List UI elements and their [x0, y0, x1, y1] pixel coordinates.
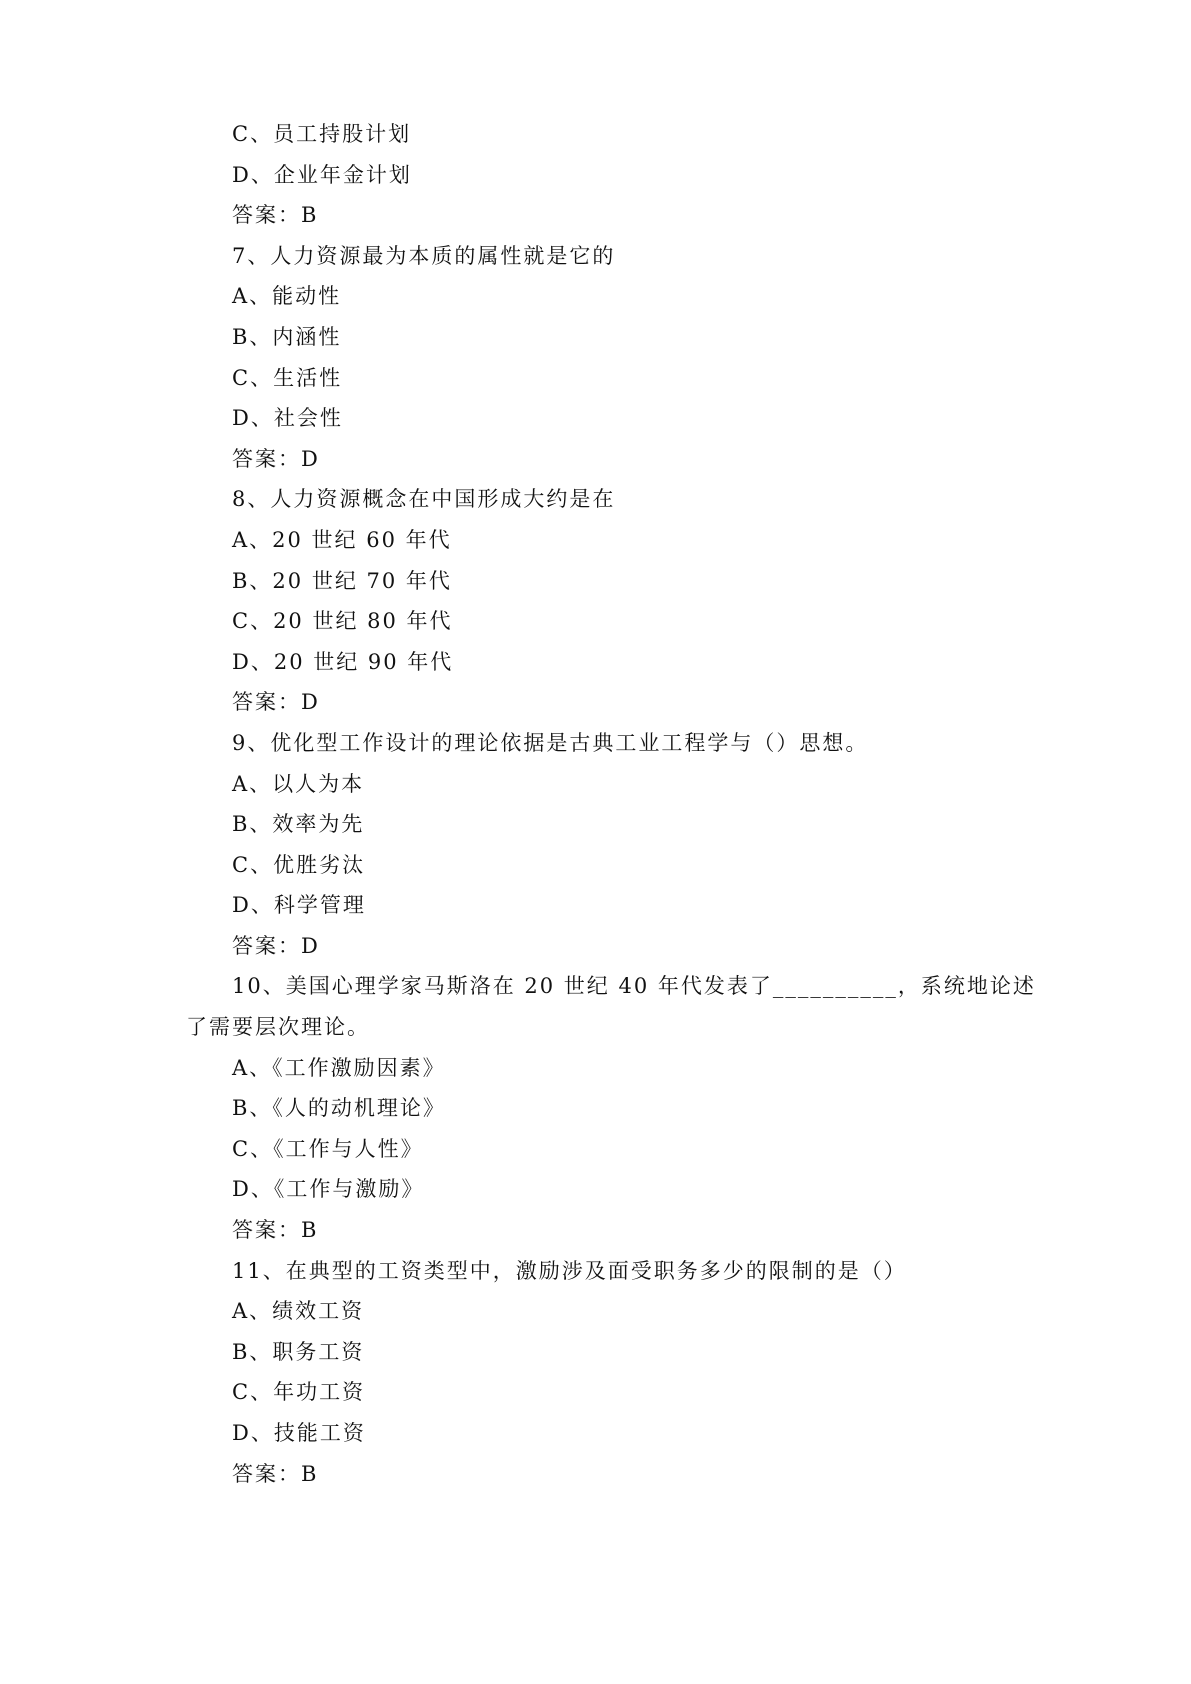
option-a-q8: A、20 世纪 60 年代 [232, 527, 452, 552]
page-content [186, 114, 1036, 1494]
option-c-q8: C、20 世纪 80 年代 [232, 609, 453, 634]
option-b-q7: B、内涵性 [232, 324, 342, 349]
option-b-q10: B、《人的动机理论》 [232, 1096, 446, 1121]
question-9: 9、优化型工作设计的理论依据是古典工业工程学与（）思想。 [232, 730, 869, 755]
option-b-q9: B、效率为先 [232, 812, 365, 837]
answer-q10: 答案：B [232, 1218, 319, 1243]
option-b-q11: B、职务工资 [232, 1339, 365, 1364]
option-c-q10: C、《工作与人性》 [232, 1136, 424, 1161]
question-11: 11、在典型的工资类型中，激励涉及面受职务多少的限制的是（） [232, 1258, 907, 1283]
option-b-q8: B、20 世纪 70 年代 [232, 568, 452, 593]
option-d-q10: D、《工作与激励》 [232, 1177, 425, 1202]
question-7: 7、人力资源最为本质的属性就是它的 [232, 243, 616, 268]
answer-q9: 答案：D [232, 933, 320, 958]
answer-q11: 答案：B [232, 1461, 319, 1486]
option-d-q11: D、技能工资 [232, 1421, 366, 1445]
option-c-q7: C、生活性 [232, 365, 343, 390]
answer-q8: 答案：D [232, 690, 320, 715]
option-d-q9: D、科学管理 [232, 893, 366, 918]
question-8: 8、人力资源概念在中国形成大约是在 [232, 487, 616, 512]
answer-q7: 答案：D [232, 446, 320, 471]
question-10-line-2: 了需要层次理论。 [186, 1015, 370, 1040]
answer-q6: 答案：B [232, 203, 319, 228]
option-d-q6: D、企业年金计划 [232, 162, 412, 187]
option-a-q10: A、《工作激励因素》 [232, 1055, 446, 1080]
option-a-q9: A、以人为本 [232, 771, 365, 796]
option-a-q7: A、能动性 [232, 284, 342, 309]
option-c-q6: C、员工持股计划 [232, 122, 412, 146]
option-c-q9: C、优胜劣汰 [232, 852, 366, 877]
option-d-q7: D、社会性 [232, 406, 343, 431]
question-10-line-1: 10、美国心理学家马斯洛在 20 世纪 40 年代发表了__________，系统地论述 [232, 974, 1036, 999]
option-d-q8: D、20 世纪 90 年代 [232, 649, 454, 674]
option-c-q11: C、年功工资 [232, 1380, 366, 1405]
option-a-q11: A、绩效工资 [232, 1299, 365, 1324]
